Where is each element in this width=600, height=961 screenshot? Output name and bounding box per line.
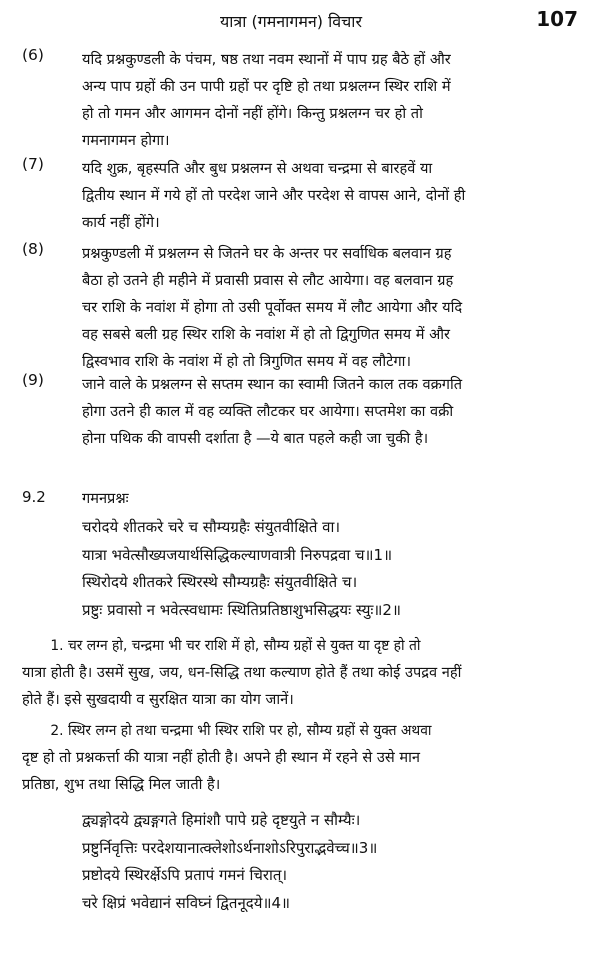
item-number: (7) <box>22 155 44 173</box>
verse-line: चरे क्षिप्रं भवेद्यानं सविघ्नं द्वितनूदये॥4॥ <box>82 893 290 912</box>
sanskrit-verses <box>82 807 377 917</box>
text-line: गमनागमन होगा। <box>82 132 170 149</box>
text-line: 2. स्थिर लग्न हो तथा चन्द्रमा भी स्थिर राशि पर हो, सौम्य ग्रहों से युक्त अथवा <box>50 722 432 739</box>
text-line: द्विस्वभाव राशि के नवांश में हो तो त्रिगुणित समय में वह लौटेगा। <box>82 353 411 370</box>
running-title: यात्रा (गमनागमन) विचार <box>220 12 363 31</box>
page-number: 107 <box>536 7 578 31</box>
text-line: जाने वाले के प्रश्नलग्न से सप्तम स्थान का स्वामी जितने काल तक वक्रगति <box>82 376 463 393</box>
text-line: अन्य पाप ग्रहों की उन पापी ग्रहों पर दृष्टि हो तथा प्रश्नलग्न स्थिर राशि में <box>82 78 451 95</box>
text-line: प्रतिष्ठा, शुभ तथा सिद्धि मिल जाती है। <box>22 776 221 793</box>
item-number: (6) <box>22 46 44 64</box>
item-text <box>82 240 578 375</box>
text-line: 1. चर लग्न हो, चन्द्रमा भी चर राशि में हो, सौम्य ग्रहों से युक्त या दृष्ट हो तो <box>50 637 421 654</box>
verse-line: प्रष्टोदये स्थिरर्क्षेऽपि प्रतापं गमनं चिरात्। <box>82 866 288 884</box>
verse-line: स्थिरोदये शीतकरे स्थिरस्थे सौम्यग्रहैः संयुतवीक्षिते च। <box>82 573 358 591</box>
page-header <box>0 4 600 34</box>
text-line: होते हैं। इसे सुखदायी व सुरक्षित यात्रा का योग जानें। <box>22 691 294 708</box>
item-number: (9) <box>22 371 44 389</box>
item-text <box>82 371 578 452</box>
list-item <box>22 46 578 154</box>
item-number: (8) <box>22 240 44 258</box>
text-line: यदि प्रश्नकुण्डली के पंचम, षष्ठ तथा नवम स्थानों में पाप ग्रह बैठे हों और <box>82 51 451 68</box>
explanation-paragraph <box>22 717 578 798</box>
sanskrit-verses <box>82 514 401 624</box>
text-line: होना पथिक की वापसी दर्शाता है —ये बात पहले कही जा चुकी है। <box>82 430 429 447</box>
text-line: यात्रा होती है। उसमें सुख, जय, धन-सिद्धि तथा कल्याण होते हैं तथा कोई उपद्रव नहीं <box>22 664 462 681</box>
text-line: वह सबसे बली ग्रह स्थिर राशि के नवांश में हो तो द्विगुणित समय में और <box>82 326 450 343</box>
verse-line: द्व्यङ्गोदये द्व्यङ्गगते हिमांशौ पापे ग्रहे दृष्टयुते न सौम्यैः। <box>82 811 361 829</box>
section-title: गमनप्रश्नः <box>82 490 129 507</box>
text-line: प्रश्नकुण्डली में प्रश्नलग्न से जितने घर के अन्तर पर सर्वाधिक बलवान ग्रह <box>82 245 452 262</box>
verse-line: प्रष्टुः प्रवासो न भवेत्स्वधामः स्थितिप्रतिष्ठाशुभसिद्धयः स्युः॥2॥ <box>82 600 401 619</box>
verse-line: चरोदये शीतकरे चरे च सौम्यग्रहैः संयुतवीक्षिते वा। <box>82 518 341 536</box>
text-line: द्वितीय स्थान में गये हों तो परदेश जाने और परदेश से वापस आने, दोनों ही <box>82 187 466 204</box>
text-line: दृष्ट हो तो प्रश्नकर्त्ता की यात्रा नहीं होती है। अपने ही स्थान में रहने से उसे मान <box>22 749 420 766</box>
list-item <box>22 371 578 452</box>
list-item <box>22 155 578 236</box>
text-line: होगा उतने ही काल में वह व्यक्ति लौटकर घर आयेगा। सप्तमेश का वक्री <box>82 403 454 420</box>
text-line: कार्य नहीं होंगे। <box>82 214 160 231</box>
text-line: चर राशि के नवांश में होगा तो उसी पूर्वोक्त समय में लौट आयेगा और यदि <box>82 299 463 316</box>
text-line: हो तो गमन और आगमन दोनों नहीं होंगे। किन्तु प्रश्नलग्न चर हो तो <box>82 105 423 122</box>
item-text <box>82 155 578 236</box>
verse-line: यात्रा भवेत्सौख्यजयार्थसिद्धिकल्याणवात्री निरुपद्रवा च॥1॥ <box>82 545 393 564</box>
item-text <box>82 46 578 154</box>
section-number: 9.2 <box>22 488 46 506</box>
list-item <box>22 240 578 375</box>
verse-line: प्रष्टुर्निवृत्तिः परदेशयानात्क्लेशोऽर्थनाशोऽरिपुराद्भवेच्च॥3॥ <box>82 838 378 857</box>
explanation-paragraph <box>22 632 578 713</box>
text-line: बैठा हो उतने ही महीने में प्रवासी प्रवास से लौट आयेगा। वह बलवान ग्रह <box>82 272 454 289</box>
text-line: यदि शुक्र, बृहस्पति और बुध प्रश्नलग्न से अथवा चन्द्रमा से बारहवें या <box>82 160 433 177</box>
